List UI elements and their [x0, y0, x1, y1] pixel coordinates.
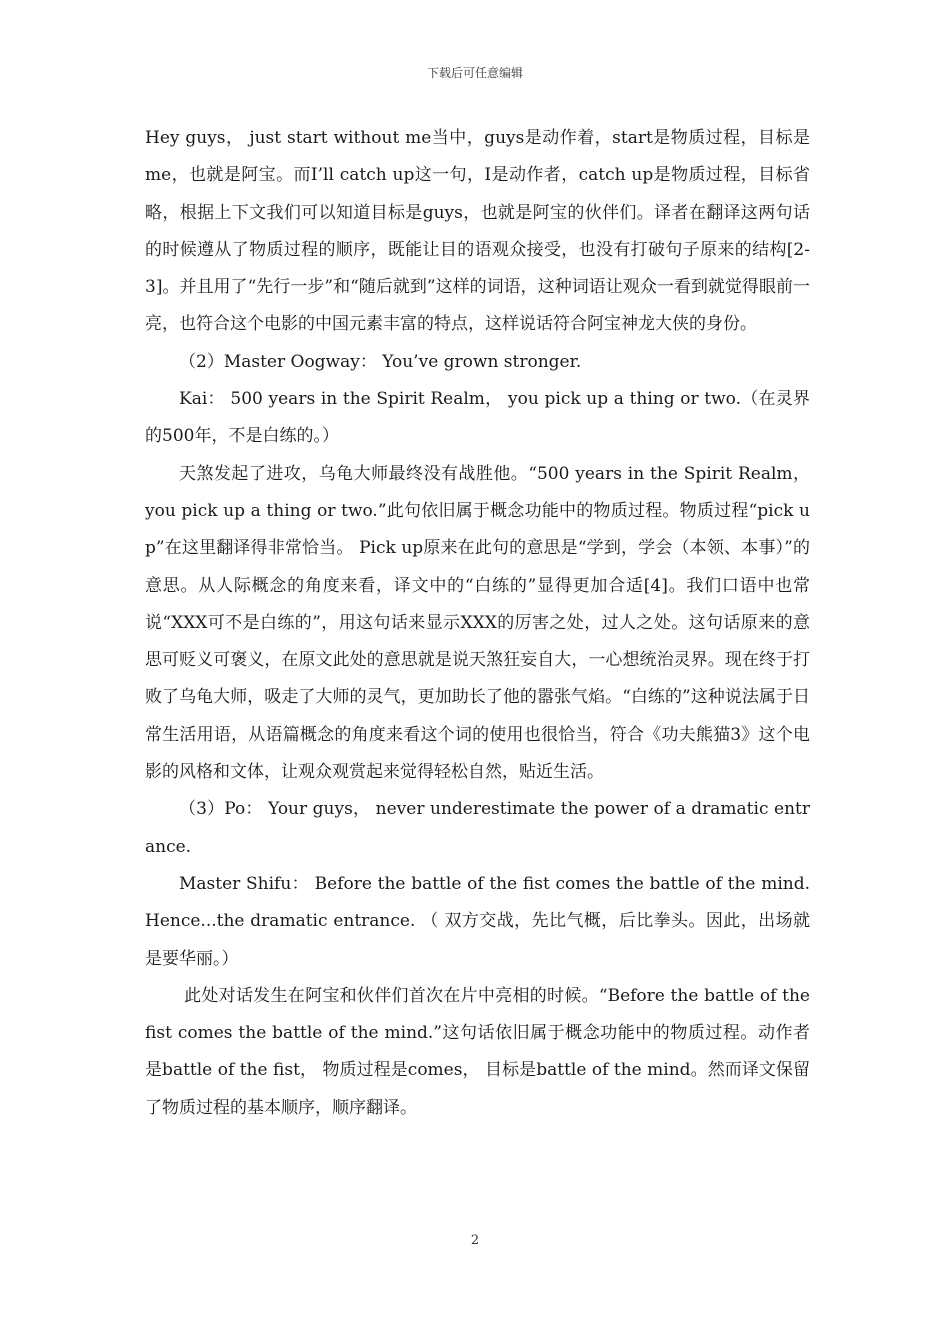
paragraph-example-2-oogway: （2）Master Oogway： You’ve grown stronger.	[179, 351, 582, 372]
paragraph-example-3-po: （3）Po： Your guys， never underestimate the power of a dramatic entrance.	[145, 799, 810, 857]
paragraph-analysis-3: 此处对话发生在阿宝和伙伴们首次在片中亮相的时候。“Before the battle of the fist comes the battle of the mind.”这句话依旧属于概念功能中的物质过程。动作者是battle of the fist， 物质过程是comes， 目标是battle of the mind。然而译文保留了物质过程的基本顺序，顺序翻译。	[145, 985, 810, 1118]
paragraph-example-3-shifu: Master Shifu： Before the battle of the fist comes the battle of the mind. Hence...the dramatic entrance. （ 双方交战，先比气概，后比拳头。因此，出场就是要华丽。）	[145, 873, 810, 969]
page-header: 下载后可任意编辑	[426, 66, 523, 80]
document-body	[145, 120, 810, 1127]
paragraph-analysis-1: Hey guys， just start without me当中，guys是动作着，start是物质过程，目标是me，也就是阿宝。而I’ll catch up这一句，I是动作者，catch up是物质过程，目标省略，根据上下文我们可以知道目标是guys，也就是阿宝的伙伴们。译者在翻译这两句话的时候遵从了物质过程的顺序，既能让目的语观众接受，也没有打破句子原来的结构[2-3]。并且用了“先行一步”和“随后就到”这样的词语，这种词语让观众一看到就觉得眼前一亮，也符合这个电影的中国元素丰富的特点，这样说话符合阿宝神龙大侠的身份。	[145, 128, 810, 335]
paragraph-example-2-kai: Kai： 500 years in the Spirit Realm， you pick up a thing or two.（在灵界的500年，不是白练的。）	[145, 389, 810, 447]
page-number: 2	[470, 1233, 480, 1248]
paragraph-analysis-2: 天煞发起了进攻，乌龟大师最终没有战胜他。“500 years in the Spirit Realm， you pick up a thing or two.”此句依旧属于概念功能中的物质过程。物质过程“pick up”在这里翻译得非常恰当。 Pick up原来在此句的意思是“学到，学会（本领、本事）”的意思。从人际概念的角度来看，译文中的“白练的”显得更加合适[4]。我们口语中也常说“XXX可不是白练的”，用这句话来显示XXX的厉害之处，过人之处。这句话原来的意思可贬义可褒义，在原文此处的意思就是说天煞狂妄自大，一心想统治灵界。现在终于打败了乌龟大师，吸走了大师的灵气，更加助长了他的嚣张气焰。“白练的”这种说法属于日常生活用语，从语篇概念的角度来看这个词的使用也很恰当，符合《功夫熊猫3》这个电影的风格和文体，让观众观赏起来觉得轻松自然，贴近生活。	[145, 463, 810, 783]
